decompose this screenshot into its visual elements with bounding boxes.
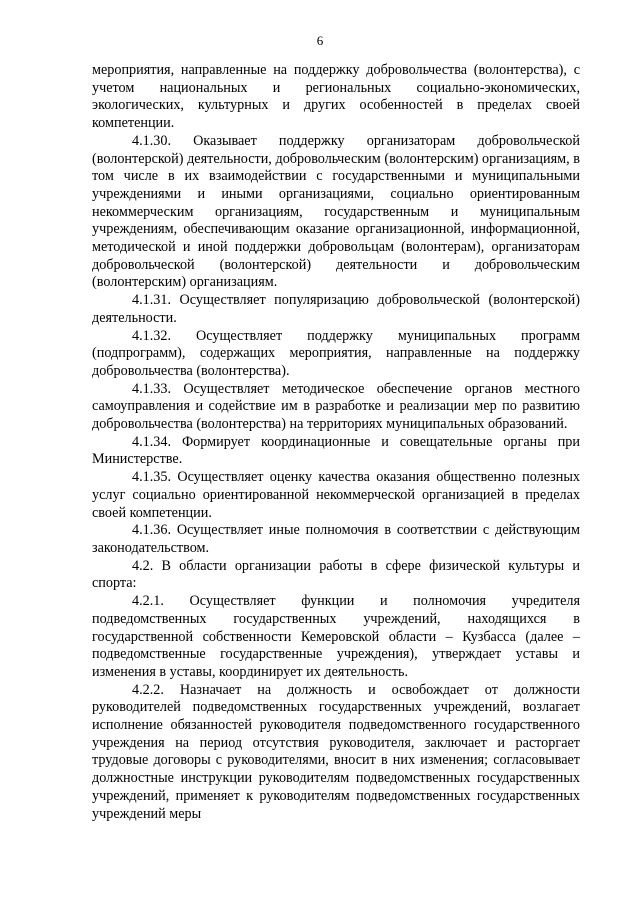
- page-number: 6: [316, 33, 324, 48]
- paragraph-4-2-2: 4.2.2. Назначает на должность и освобождает от должности руководителей подведомственных государственных учреждений, возлагает исполнение обязанностей руководителя подведомственного государственного учреждения на период отсутствия руководителя, заключает и расторгает трудовые договоры с руководителями, вносит в них изменения; согласовывает должностные инструкции руководителям подведомственных государственных учреждений, применяет к руководителям подведомственных государственных учреждений меры: [92, 681, 580, 822]
- paragraph-4-1-31: 4.1.31. Осуществляет популяризацию добровольческой (волонтерской) деятельности.: [92, 292, 580, 326]
- paragraph-4-1-34: 4.1.34. Формирует координационные и совещательные органы при Министерстве.: [92, 433, 580, 468]
- paragraph-4-1-30: 4.1.30. Оказывает поддержку организаторам добровольческой (волонтерской) деятельности, добровольческим (волонтерским) организациям, в том числе в их взаимодействии с государственными и муниципальными учреждениями и иными организациями, социально ориентированным некоммерческим организациям, государственным и муниципальным учреждениям, обеспечивающим оказание организационной, информационной, методической и иной поддержки добровольцам (волонтерам), организаторам добровольческой (волонтерской) деятельности и добровольческим (волонтерским) организациям.: [92, 132, 580, 291]
- paragraph-4-1-36: 4.1.36. Осуществляет иные полномочия в соответствии с действующим законодательством.: [92, 522, 580, 556]
- paragraph-4-2: 4.2. В области организации работы в сфере физической культуры и спорта:: [92, 557, 580, 592]
- paragraph-4-1-35: 4.1.35. Осуществляет оценку качества оказания общественно полезных услуг социально ориентированной некоммерческой организацией в пределах своей компетенции.: [92, 469, 580, 521]
- paragraph-4-1-33: 4.1.33. Осуществляет методическое обеспечение органов местного самоуправления и содействие им в разработке и реализации мер по развитию добровольчества (волонтерства) на территориях муниципальных образований.: [92, 380, 580, 433]
- paragraph-4-1-32: 4.1.32. Осуществляет поддержку муниципальных программ (подпрограмм), содержащих мероприятия, направленные на поддержку добровольчества (волонтерства).: [92, 327, 580, 379]
- paragraph-4-2-1: 4.2.1. Осуществляет функции и полномочия учредителя подведомственных государственных учреждений, находящихся в государственной собственности Кемеровской области – Кузбасса (далее – подведомственные государственные учреждения), утверждает уставы и изменения в уставы, координирует их деятельность.: [92, 593, 580, 680]
- document-body: [92, 62, 580, 823]
- paragraph-continuation: мероприятия, направленные на поддержку добровольчества (волонтерства), с учетом национальных и региональных социально-экономических, экологических, культурных и других особенностей в пределах своей компетенции.: [92, 62, 580, 132]
